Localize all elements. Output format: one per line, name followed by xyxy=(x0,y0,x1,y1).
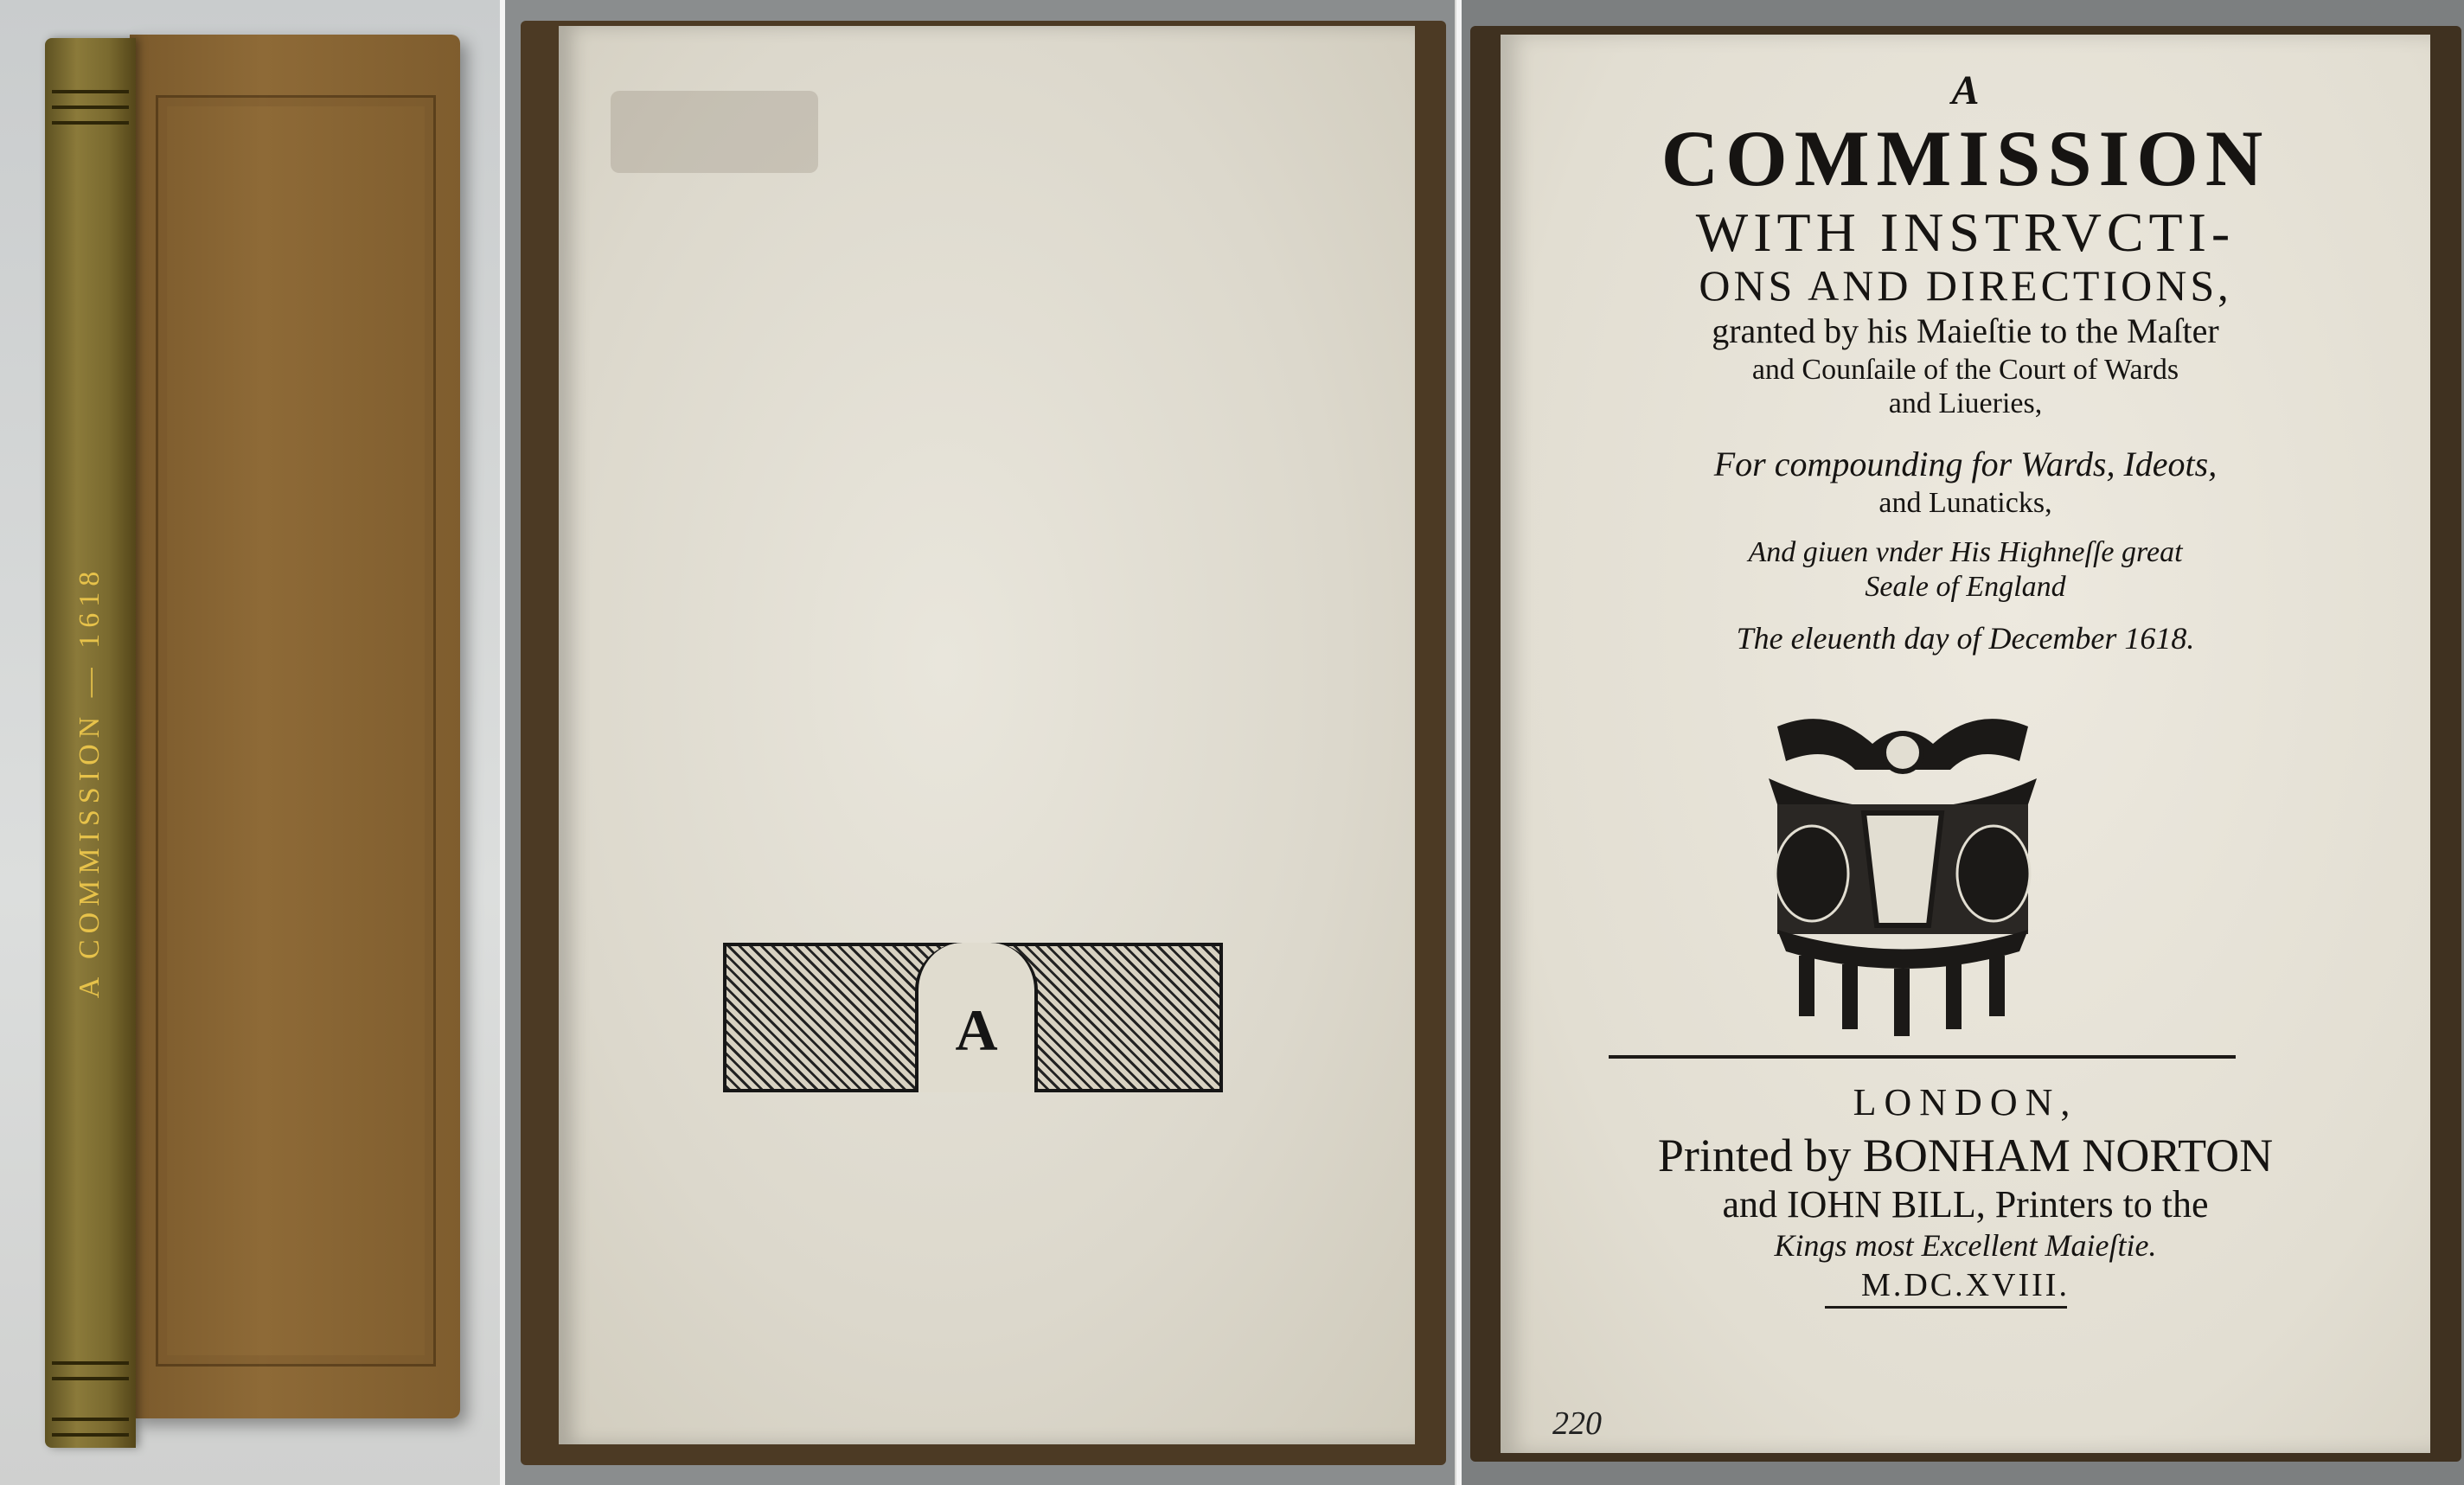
title-line-ons: ONS AND DIRECTIONS, xyxy=(1699,261,2232,310)
shelf-mark: 220 xyxy=(1552,1405,1602,1442)
spine-band xyxy=(52,1361,129,1365)
title-block xyxy=(1501,69,2430,656)
horizontal-rule xyxy=(1825,1306,2067,1309)
spine-band xyxy=(52,106,129,109)
ornament-arch xyxy=(915,943,1038,1092)
imprint-london: LONDON, xyxy=(1853,1081,2078,1123)
book-spine xyxy=(45,38,136,1448)
spine-band xyxy=(52,1433,129,1437)
woodcut-ornament xyxy=(723,943,1223,1092)
title-line-date: The eleuenth day of December 1618. xyxy=(1736,621,2195,656)
title-line-lunaticks: and Lunaticks, xyxy=(1878,487,2052,520)
title-line-counsel: and Counſaile of the Court of Wards xyxy=(1751,353,2179,386)
signature-mark: A xyxy=(955,997,998,1063)
spine-band xyxy=(52,90,129,93)
paper-stain xyxy=(611,91,818,173)
title-line-seale: Seale of England xyxy=(1865,570,2066,603)
open-book-title-photo xyxy=(1462,0,2464,1485)
title-line-granted: granted by his Maieſtie to the Maſter xyxy=(1712,311,2219,351)
horizontal-rule xyxy=(1609,1055,2236,1059)
title-line-liveries: and Liueries, xyxy=(1888,387,2043,420)
closed-book-photo xyxy=(0,0,500,1485)
title-line-a: A xyxy=(1951,67,1980,113)
blank-verso-page xyxy=(559,26,1415,1444)
imprint-block xyxy=(1501,1083,2430,1303)
imprint-printed: Printed by BONHAM NORTON xyxy=(1657,1129,2274,1181)
spine-title: A COMMISSION — 1618 xyxy=(74,565,106,999)
spine-band xyxy=(52,1377,129,1380)
imprint-date-roman: M.DC.XVIII. xyxy=(1861,1267,2070,1304)
title-line-compounding: For compounding for Wards, Ideots, xyxy=(1713,445,2218,484)
title-page xyxy=(1501,35,2430,1453)
printers-device-woodcut xyxy=(1760,709,2045,1038)
open-book-verso-photo xyxy=(505,0,1455,1485)
imprint-kings: Kings most Excellent Maieſtie. xyxy=(1774,1227,2157,1263)
imprint-john: and IOHN BILL, Printers to the xyxy=(1722,1182,2209,1226)
title-line-commission: COMMISSION xyxy=(1661,113,2270,202)
title-line-with: WITH INSTRVCTI- xyxy=(1695,201,2236,263)
book-front-board xyxy=(130,35,460,1418)
blind-tooled-frame xyxy=(156,95,436,1367)
title-line-given: And giuen vnder His Highneſſe great xyxy=(1748,536,2183,569)
spine-band xyxy=(52,1418,129,1421)
spine-band xyxy=(52,121,129,125)
